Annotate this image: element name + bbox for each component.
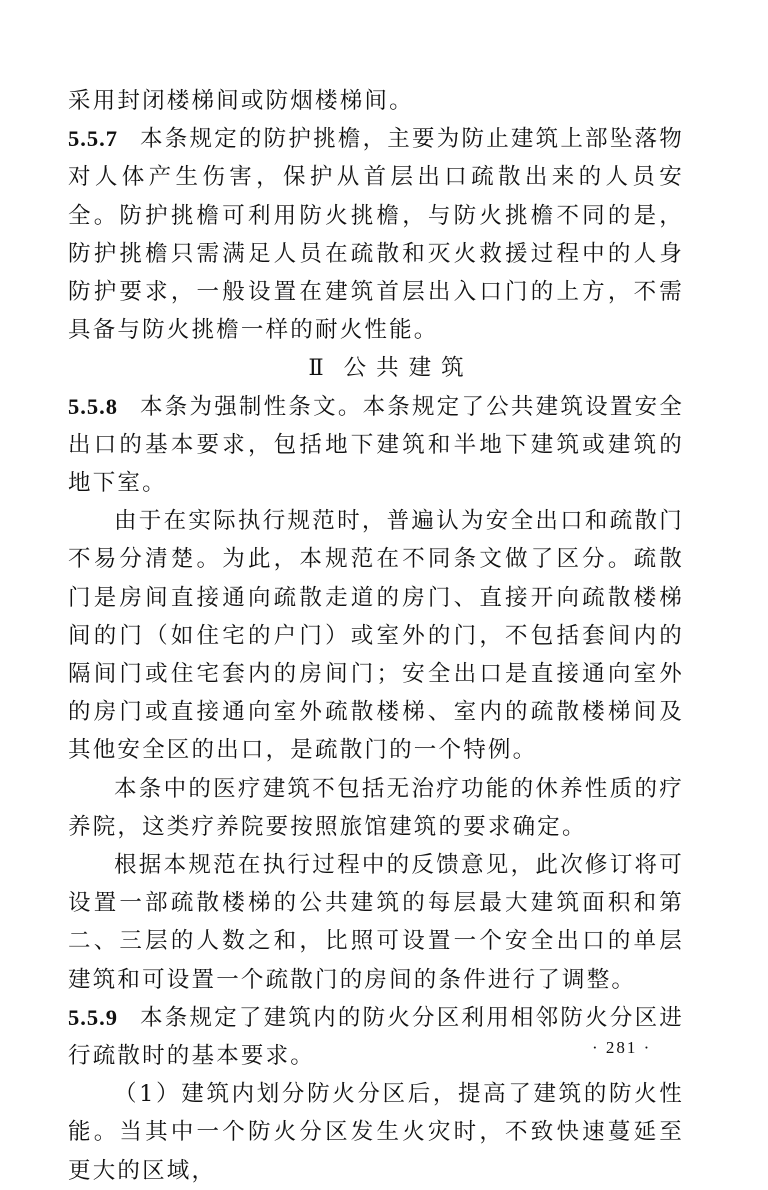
section-title: 公共建筑 [343,355,474,382]
clause-number: 5.5.9 [68,1004,118,1030]
clause-text: 本条规定了建筑内的防火分区利用相邻防火分区进行疏散时的基本要求。 [68,1004,684,1070]
clause-text: 本条为强制性条文。本条规定了公共建筑设置安全出口的基本要求，包括地下建筑和半地下建筑或建筑的地下室。 [68,393,684,497]
clause-5-5-8 [68,388,684,503]
paragraph: （1）建筑内划分防火分区后，提高了建筑的防火性能。当其中一个防火分区发生火灾时，不致快速蔓延至更大的区域， [68,1081,684,1184]
section-roman-numeral: Ⅱ [308,355,324,382]
paragraph: 由于在实际执行规范时，普遍认为安全出口和疏散门不易分清楚。为此，本规范在不同条文做了区分。疏散门是房间直接通向疏散走道的房门、直接开向疏散楼梯间的门（如住宅的户门）或室外的门，不包括套间内的隔间门或住宅套内的房间门；安全出口是直接通向室外的房门或直接通向室外疏散楼梯、室内的疏散楼梯间及其他安全区的出口，是疏散门的一个特例。 [68,508,684,764]
clause-number: 5.5.7 [68,126,118,152]
body-text [68,82,684,1190]
paragraph: 本条中的医疗建筑不包括无治疗功能的休养性质的疗养院，这类疗养院要按照旅馆建筑的要求确定。 [68,775,684,840]
paragraph-continuation: 采用封闭楼梯间或防烟楼梯间。 [68,88,414,114]
clause-number: 5.5.8 [68,393,118,419]
clause-5-5-7 [68,120,684,349]
paragraph: 根据本规范在执行过程中的反馈意见，此次修订将可设置一部疏散楼梯的公共建筑的每层最大建筑面积和第二、三层的人数之和，比照可设置一个安全出口的单层建筑和可设置一个疏散门的房间的条件进行了调整。 [68,852,684,993]
section-heading [68,349,684,387]
page-number: · 281 · [592,1038,652,1057]
clause-text: 本条规定的防护挑檐，主要为防止建筑上部坠落物对人体产生伤害，保护从首层出口疏散出来的人员安全。防护挑檐可利用防火挑檐，与防火挑檐不同的是，防护挑檐只需满足人员在疏散和灭火救援过程中的人身防护要求，一般设置在建筑首层出入口门的上方，不需具备与防火挑檐一样的耐火性能。 [68,126,684,344]
